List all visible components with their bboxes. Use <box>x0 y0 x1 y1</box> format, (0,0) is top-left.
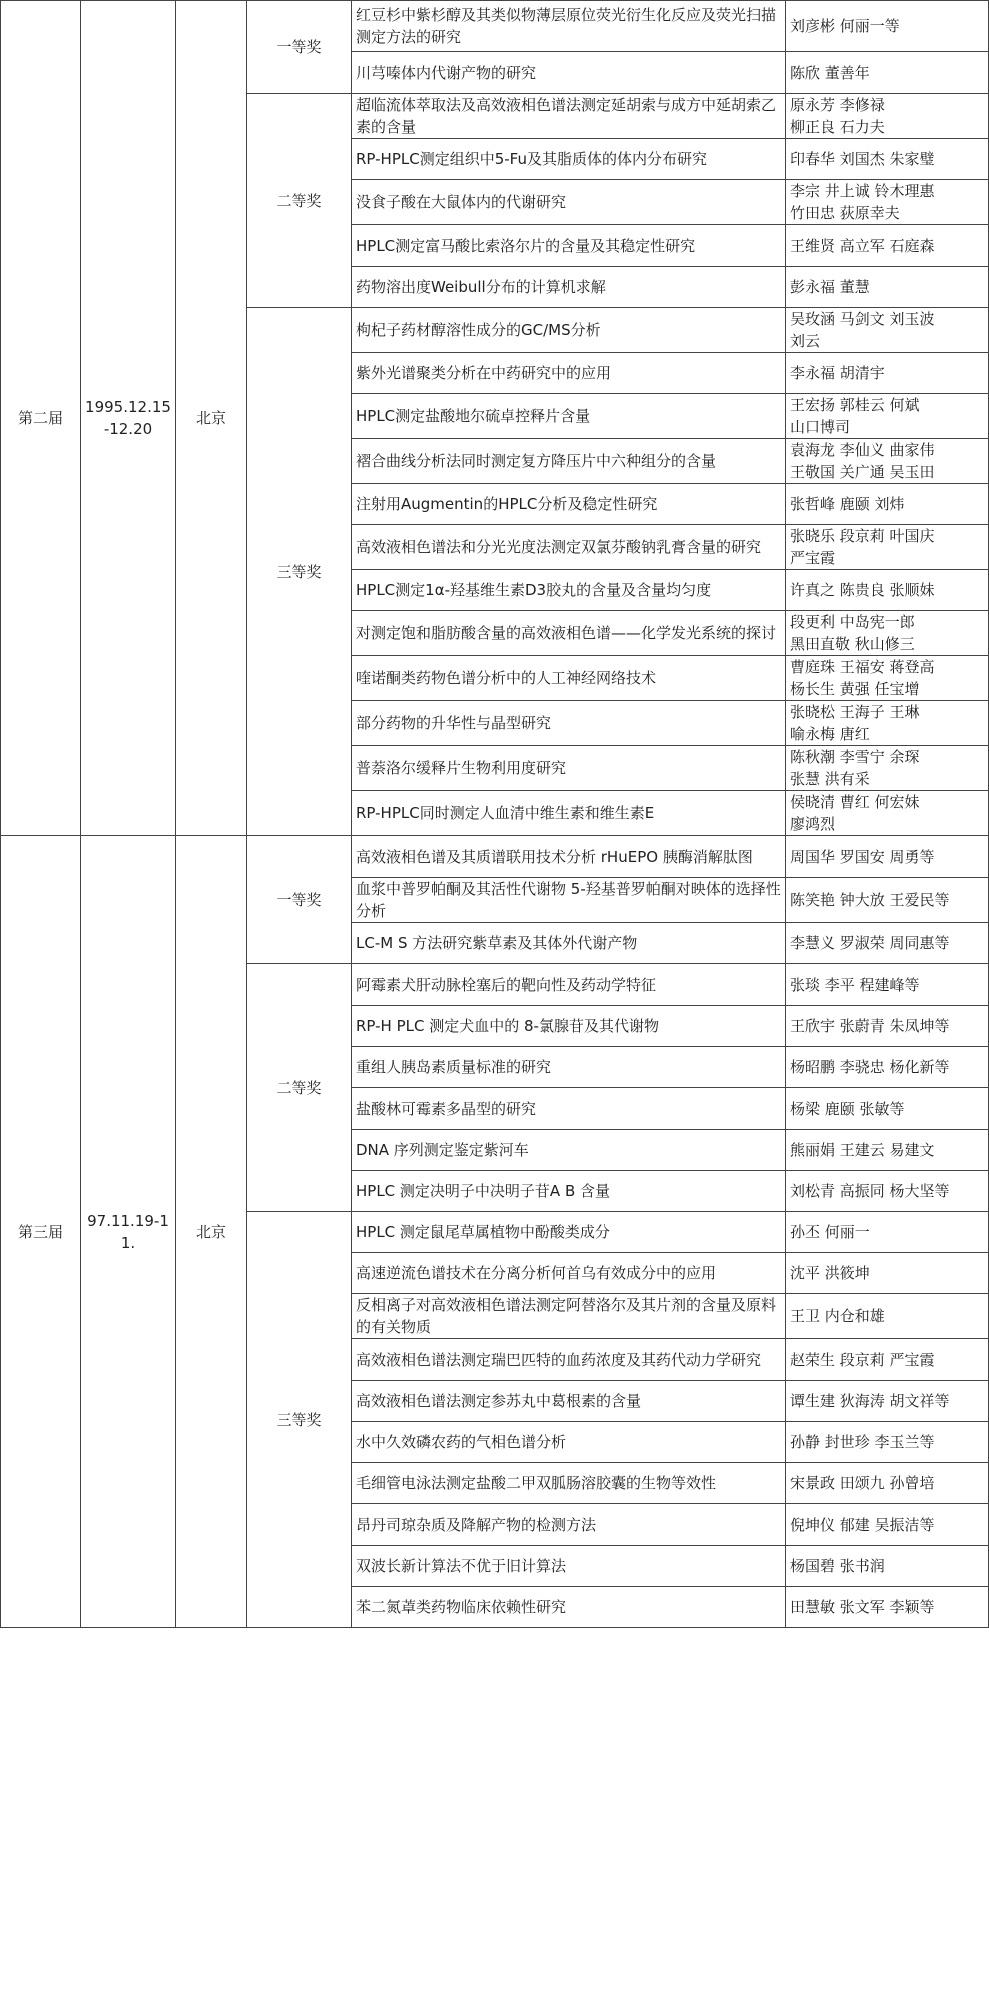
authors-cell: 田慧敏 张文军 李颖等 <box>786 1587 989 1628</box>
paper-title-cell: HPLC 测定决明子中决明子苷A B 含量 <box>352 1171 786 1212</box>
paper-title-cell: 部分药物的升华性与晶型研究 <box>352 701 786 746</box>
date-cell: 1995.12.15 -12.20 <box>81 1 176 836</box>
table-row <box>1 1 989 52</box>
authors-cell: 赵荣生 段京莉 严宝霞 <box>786 1339 989 1381</box>
paper-title-cell: 红豆杉中紫杉醇及其类似物薄层原位荧光衍生化反应及荧光扫描测定方法的研究 <box>352 1 786 52</box>
city-cell: 北京 <box>176 1 247 836</box>
authors-cell: 王欣宇 张蔚青 朱凤坤等 <box>786 1006 989 1047</box>
paper-title-cell: 水中久效磷农药的气相色谱分析 <box>352 1422 786 1463</box>
authors-cell: 谭生建 狄海涛 胡文祥等 <box>786 1381 989 1422</box>
paper-title-cell: 毛细管电泳法测定盐酸二甲双胍肠溶胶囊的生物等效性 <box>352 1463 786 1504</box>
paper-title-cell: 枸杞子药材醇溶性成分的GC/MS分析 <box>352 308 786 353</box>
authors-cell: 陈笑艳 钟大放 王爱民等 <box>786 878 989 923</box>
paper-title-cell: 盐酸林可霉素多晶型的研究 <box>352 1088 786 1130</box>
paper-title-cell: 超临流体萃取法及高效液相色谱法测定延胡索与成方中延胡索乙素的含量 <box>352 94 786 139</box>
paper-title-cell: 高效液相色谱及其质谱联用技术分析 rHuEPO 胰酶消解肽图 <box>352 836 786 878</box>
table-row <box>1 836 989 878</box>
paper-title-cell: 喹诺酮类药物色谱分析中的人工神经网络技术 <box>352 656 786 701</box>
authors-cell: 彭永福 董慧 <box>786 267 989 308</box>
authors-cell: 曹庭珠 王福安 蒋登高 杨长生 黄强 任宝增 <box>786 656 989 701</box>
paper-title-cell: 对测定饱和脂肪酸含量的高效液相色谱——化学发光系统的探讨 <box>352 611 786 656</box>
paper-title-cell: 没食子酸在大鼠体内的代谢研究 <box>352 180 786 225</box>
paper-title-cell: HPLC测定富马酸比索洛尔片的含量及其稳定性研究 <box>352 225 786 267</box>
paper-title-cell: 高效液相色谱法测定参苏丸中葛根素的含量 <box>352 1381 786 1422</box>
paper-title-cell: LC-M S 方法研究紫草素及其体外代谢产物 <box>352 923 786 964</box>
authors-cell: 李慧义 罗淑荣 周同惠等 <box>786 923 989 964</box>
authors-cell: 周国华 罗国安 周勇等 <box>786 836 989 878</box>
authors-cell: 段更利 中岛宪一郎 黑田直敬 秋山修三 <box>786 611 989 656</box>
authors-cell: 李永福 胡清宇 <box>786 353 989 394</box>
city-cell: 北京 <box>176 836 247 1628</box>
paper-title-cell: 昂丹司琼杂质及降解产物的检测方法 <box>352 1504 786 1546</box>
authors-cell: 刘彦彬 何丽一等 <box>786 1 989 52</box>
award-grade-cell: 二等奖 <box>247 964 352 1212</box>
authors-cell: 张哲峰 鹿颐 刘炜 <box>786 484 989 525</box>
paper-title-cell: 注射用Augmentin的HPLC分析及稳定性研究 <box>352 484 786 525</box>
authors-cell: 孙丕 何丽一 <box>786 1212 989 1253</box>
paper-title-cell: HPLC测定盐酸地尔硫卓控释片含量 <box>352 394 786 439</box>
paper-title-cell: RP-H PLC 测定犬血中的 8-氯腺苷及其代谢物 <box>352 1006 786 1047</box>
paper-title-cell: 重组人胰岛素质量标准的研究 <box>352 1047 786 1088</box>
paper-title-cell: 双波长新计算法不优于旧计算法 <box>352 1546 786 1587</box>
paper-title-cell: RP-HPLC测定组织中5-Fu及其脂质体的体内分布研究 <box>352 139 786 180</box>
paper-title-cell: RP-HPLC同时测定人血清中维生素和维生素E <box>352 791 786 836</box>
authors-cell: 印春华 刘国杰 朱家璧 <box>786 139 989 180</box>
authors-cell: 张晓松 王海子 王琳 喻永梅 唐红 <box>786 701 989 746</box>
authors-cell: 沈平 洪筱坤 <box>786 1253 989 1294</box>
paper-title-cell: HPLC测定1α-羟基维生素D3胶丸的含量及含量均匀度 <box>352 570 786 611</box>
authors-cell: 侯晓清 曹红 何宏妹 廖鸿烈 <box>786 791 989 836</box>
authors-cell: 李宗 井上诚 铃木理惠 竹田忠 荻原幸夫 <box>786 180 989 225</box>
authors-cell: 王卫 内仓和雄 <box>786 1294 989 1339</box>
authors-cell: 袁海龙 李仙义 曲家伟 王敬国 关广通 吴玉田 <box>786 439 989 484</box>
session-cell: 第二届 <box>1 1 81 836</box>
authors-cell: 孙静 封世珍 李玉兰等 <box>786 1422 989 1463</box>
paper-title-cell: 血浆中普罗帕酮及其活性代谢物 5-羟基普罗帕酮对映体的选择性分析 <box>352 878 786 923</box>
award-grade-cell: 一等奖 <box>247 836 352 964</box>
paper-title-cell: 阿霉素犬肝动脉栓塞后的靶向性及药动学特征 <box>352 964 786 1006</box>
paper-title-cell: 川芎嗪体内代谢产物的研究 <box>352 52 786 94</box>
authors-cell: 陈秋潮 李雪宁 余琛 张慧 洪有采 <box>786 746 989 791</box>
authors-cell: 宋景政 田颂九 孙曾培 <box>786 1463 989 1504</box>
authors-cell: 张晓乐 段京莉 叶国庆 严宝霞 <box>786 525 989 570</box>
authors-cell: 许真之 陈贵良 张顺妹 <box>786 570 989 611</box>
authors-cell: 张琰 李平 程建峰等 <box>786 964 989 1006</box>
paper-title-cell: 反相离子对高效液相色谱法测定阿替洛尔及其片剂的含量及原料的有关物质 <box>352 1294 786 1339</box>
authors-cell: 倪坤仪 郁建 吴振洁等 <box>786 1504 989 1546</box>
award-grade-cell: 二等奖 <box>247 94 352 308</box>
authors-cell: 杨昭鹏 李骁忠 杨化新等 <box>786 1047 989 1088</box>
paper-title-cell: 紫外光谱聚类分析在中药研究中的应用 <box>352 353 786 394</box>
award-grade-cell: 三等奖 <box>247 308 352 836</box>
paper-title-cell: 褶合曲线分析法同时测定复方降压片中六种组分的含量 <box>352 439 786 484</box>
award-grade-cell: 三等奖 <box>247 1212 352 1628</box>
date-cell: 97.11.19-11. <box>81 836 176 1628</box>
authors-cell: 王维贤 高立军 石庭森 <box>786 225 989 267</box>
paper-title-cell: 普萘洛尔缓释片生物利用度研究 <box>352 746 786 791</box>
paper-title-cell: 高效液相色谱法测定瑞巴匹特的血药浓度及其药代动力学研究 <box>352 1339 786 1381</box>
paper-title-cell: 高效液相色谱法和分光光度法测定双氯芬酸钠乳膏含量的研究 <box>352 525 786 570</box>
paper-title-cell: HPLC 测定鼠尾草属植物中酚酸类成分 <box>352 1212 786 1253</box>
authors-cell: 刘松青 高振同 杨大坚等 <box>786 1171 989 1212</box>
paper-title-cell: 药物溶出度Weibull分布的计算机求解 <box>352 267 786 308</box>
paper-title-cell: DNA 序列测定鉴定紫河车 <box>352 1130 786 1171</box>
paper-title-cell: 高速逆流色谱技术在分离分析何首乌有效成分中的应用 <box>352 1253 786 1294</box>
session-cell: 第三届 <box>1 836 81 1628</box>
paper-title-cell: 苯二氮䓬类药物临床依赖性研究 <box>352 1587 786 1628</box>
authors-cell: 杨国碧 张书润 <box>786 1546 989 1587</box>
authors-cell: 吴玫涵 马剑文 刘玉波 刘云 <box>786 308 989 353</box>
authors-cell: 陈欣 董善年 <box>786 52 989 94</box>
authors-cell: 杨梁 鹿颐 张敏等 <box>786 1088 989 1130</box>
authors-cell: 熊丽娟 王建云 易建文 <box>786 1130 989 1171</box>
authors-cell: 原永芳 李修禄 柳正良 石力夫 <box>786 94 989 139</box>
authors-cell: 王宏扬 郭桂云 何斌 山口博司 <box>786 394 989 439</box>
award-grade-cell: 一等奖 <box>247 1 352 94</box>
